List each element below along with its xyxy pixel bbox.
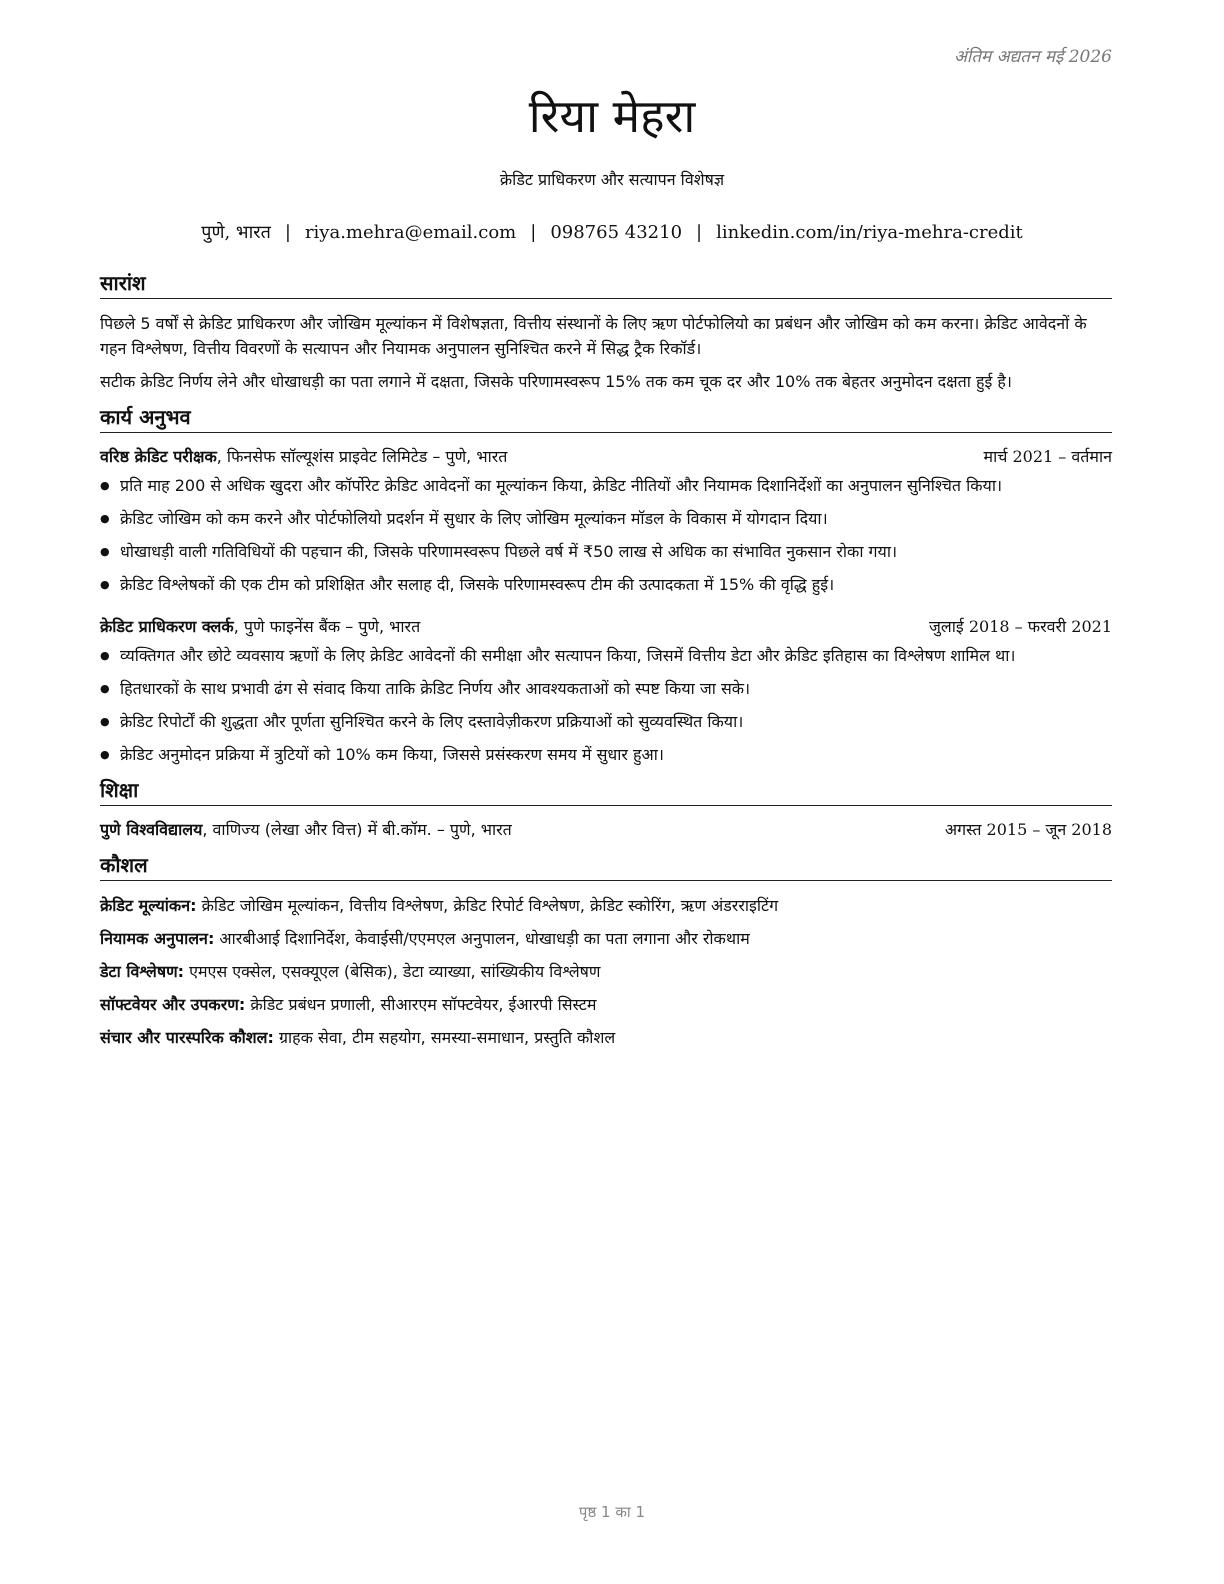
contact-email[interactable]: riya.mehra@email.com bbox=[304, 222, 517, 243]
job-title: वरिष्ठ क्रेडिट परीक्षक bbox=[100, 447, 217, 466]
skill-label: संचार और पारस्परिक कौशल: bbox=[100, 1028, 274, 1047]
job-title: क्रेडिट प्राधिकरण क्लर्क bbox=[100, 617, 234, 636]
job-bullet: ● क्रेडिट रिपोर्टों की शुद्धता और पूर्णता सुनिश्चित करने के लिए दस्तावेज़ीकरण प्रक्रियाओं को सुव्यवस्थित किया। bbox=[120, 709, 1112, 734]
contact-linkedin[interactable]: linkedin.com/in/riya-mehra-credit bbox=[716, 222, 1023, 243]
job-bullet: ● व्यक्तिगत और छोटे व्यवसाय ऋणों के लिए क्रेडिट आवेदनों की समीक्षा और सत्यापन किया, जिसमें वित्तीय डेटा और क्रेडिट इतिहास का विश्लेषण शामिल था। bbox=[120, 643, 1112, 668]
education-heading: शिक्षा bbox=[100, 777, 1112, 806]
education-entry bbox=[100, 818, 1112, 842]
job-bullets bbox=[100, 473, 1112, 597]
skill-label: डेटा विश्लेषण: bbox=[100, 962, 185, 981]
summary-paragraph: पिछले 5 वर्षों से क्रेडिट प्राधिकरण और जोखिम मूल्यांकन में विशेषज्ञता, वित्तीय संस्थानों के लिए ऋण पोर्टफोलियो का प्रबंधन और जोखिम को कम करना। क्रेडिट आवेदनों के गहन विश्लेषण, वित्तीय विवरणों के सत्यापन और नियामक अनुपालन सुनिश्चित करने में सिद्ध ट्रैक रिकॉर्ड। bbox=[100, 314, 1087, 358]
contact-separator: | bbox=[530, 222, 537, 243]
candidate-name: रिया मेहरा bbox=[528, 89, 696, 143]
job-bullet: ● क्रेडिट जोखिम को कम करने और पोर्टफोलियो प्रदर्शन में सुधार के लिए जोखिम मूल्यांकन मॉडल के विकास में योगदान दिया। bbox=[120, 506, 1112, 531]
skill-row bbox=[100, 926, 1112, 951]
job-dates: मार्च 2021 – वर्तमान bbox=[983, 447, 1112, 466]
experience-heading: कार्य अनुभव bbox=[100, 404, 1112, 433]
skill-row bbox=[100, 893, 1112, 918]
resume-content bbox=[100, 270, 1112, 1060]
job-dates: जुलाई 2018 – फरवरी 2021 bbox=[929, 617, 1112, 636]
contact-line bbox=[0, 220, 1224, 244]
skill-value: क्रेडिट प्रबंधन प्रणाली, सीआरएम सॉफ्टवेयर, ईआरपी सिस्टम bbox=[245, 995, 597, 1014]
job-header bbox=[100, 445, 1112, 469]
job-bullet: ● हितधारकों के साथ प्रभावी ढंग से संवाद किया ताकि क्रेडिट निर्णय और आवश्यकताओं को स्पष्ट किया जा सके। bbox=[120, 676, 1112, 701]
job-bullet: ● धोखाधड़ी वाली गतिविधियों की पहचान की, जिसके परिणामस्वरूप पिछले वर्ष में ₹50 लाख से अधिक का संभावित नुकसान रोका गया। bbox=[120, 539, 1112, 564]
contact-phone: 098765 43210 bbox=[550, 222, 683, 243]
education-section bbox=[100, 777, 1112, 842]
skill-row bbox=[100, 992, 1112, 1017]
school-name: पुणे विश्वविद्यालय bbox=[100, 820, 203, 839]
job-employer: , पुणे फाइनेंस बैंक – पुणे, भारत bbox=[233, 617, 421, 636]
skill-value: ग्राहक सेवा, टीम सहयोग, समस्या-समाधान, प्रस्तुति कौशल bbox=[273, 1028, 616, 1047]
education-line bbox=[100, 818, 512, 842]
skill-label: नियामक अनुपालन: bbox=[100, 929, 215, 948]
job-employer: , फिनसेफ सॉल्यूशंस प्राइवेट लिमिटेड – पुणे, भारत bbox=[216, 447, 508, 466]
education-dates: अगस्त 2015 – जून 2018 bbox=[944, 820, 1112, 839]
contact-separator: | bbox=[284, 222, 291, 243]
job-entry bbox=[100, 445, 1112, 597]
candidate-title: क्रेडिट प्राधिकरण और सत्यापन विशेषज्ञ bbox=[499, 170, 725, 189]
summary-heading: सारांश bbox=[100, 270, 1112, 299]
skill-row bbox=[100, 1025, 1112, 1050]
skill-label: सॉफ्टवेयर और उपकरण: bbox=[100, 995, 246, 1014]
experience-section bbox=[100, 404, 1112, 767]
skill-value: क्रेडिट जोखिम मूल्यांकन, वित्तीय विश्लेषण, क्रेडिट रिपोर्ट विश्लेषण, क्रेडिट स्कोरिंग, ऋण अंडरराइटिंग bbox=[196, 896, 779, 915]
job-bullets bbox=[100, 643, 1112, 767]
job-bullet: ● क्रेडिट अनुमोदन प्रक्रिया में त्रुटियों को 10% कम किया, जिससे प्रसंस्करण समय में सुधार हुआ। bbox=[120, 742, 1112, 767]
skill-value: एमएस एक्सेल, एसक्यूएल (बेसिक), डेटा व्याख्या, सांख्यिकीय विश्लेषण bbox=[184, 962, 601, 981]
job-bullet: ● प्रति माह 200 से अधिक खुदरा और कॉर्पोरेट क्रेडिट आवेदनों का मूल्यांकन किया, क्रेडिट नीतियों और नियामक दिशानिर्देशों का अनुपालन सुनिश्चित किया। bbox=[120, 473, 1112, 498]
skill-value: आरबीआई दिशानिर्देश, केवाईसी/एएमएल अनुपालन, धोखाधड़ी का पता लगाना और रोकथाम bbox=[214, 929, 750, 948]
job-title-line bbox=[100, 615, 420, 639]
contact-location: पुणे, भारत bbox=[201, 222, 271, 243]
skill-row bbox=[100, 959, 1112, 984]
skills-heading: कौशल bbox=[100, 852, 1112, 881]
degree: , वाणिज्य (लेखा और वित्त) में बी.कॉम. – पुणे, भारत bbox=[202, 820, 512, 839]
last-updated: अंतिम अद्यतन मई 2026 bbox=[953, 47, 1112, 67]
summary-paragraph: सटीक क्रेडिट निर्णय लेने और धोखाधड़ी का पता लगाने में दक्षता, जिसके परिणामस्वरूप 15% तक कम चूक दर और 10% तक बेहतर अनुमोदन दक्षता हुई है। bbox=[100, 372, 1012, 391]
page-number: पृष्ठ 1 का 1 bbox=[578, 1503, 646, 1521]
job-entry bbox=[100, 615, 1112, 767]
job-bullet: ● क्रेडिट विश्लेषकों की एक टीम को प्रशिक्षित और सलाह दी, जिसके परिणामस्वरूप टीम की उत्पादकता में 15% की वृद्धि हुई। bbox=[120, 572, 1112, 597]
job-header bbox=[100, 615, 1112, 639]
contact-separator: | bbox=[696, 222, 703, 243]
skill-label: क्रेडिट मूल्यांकन: bbox=[100, 896, 197, 915]
job-title-line bbox=[100, 445, 507, 469]
skills-section bbox=[100, 852, 1112, 1050]
summary-section bbox=[100, 270, 1112, 394]
